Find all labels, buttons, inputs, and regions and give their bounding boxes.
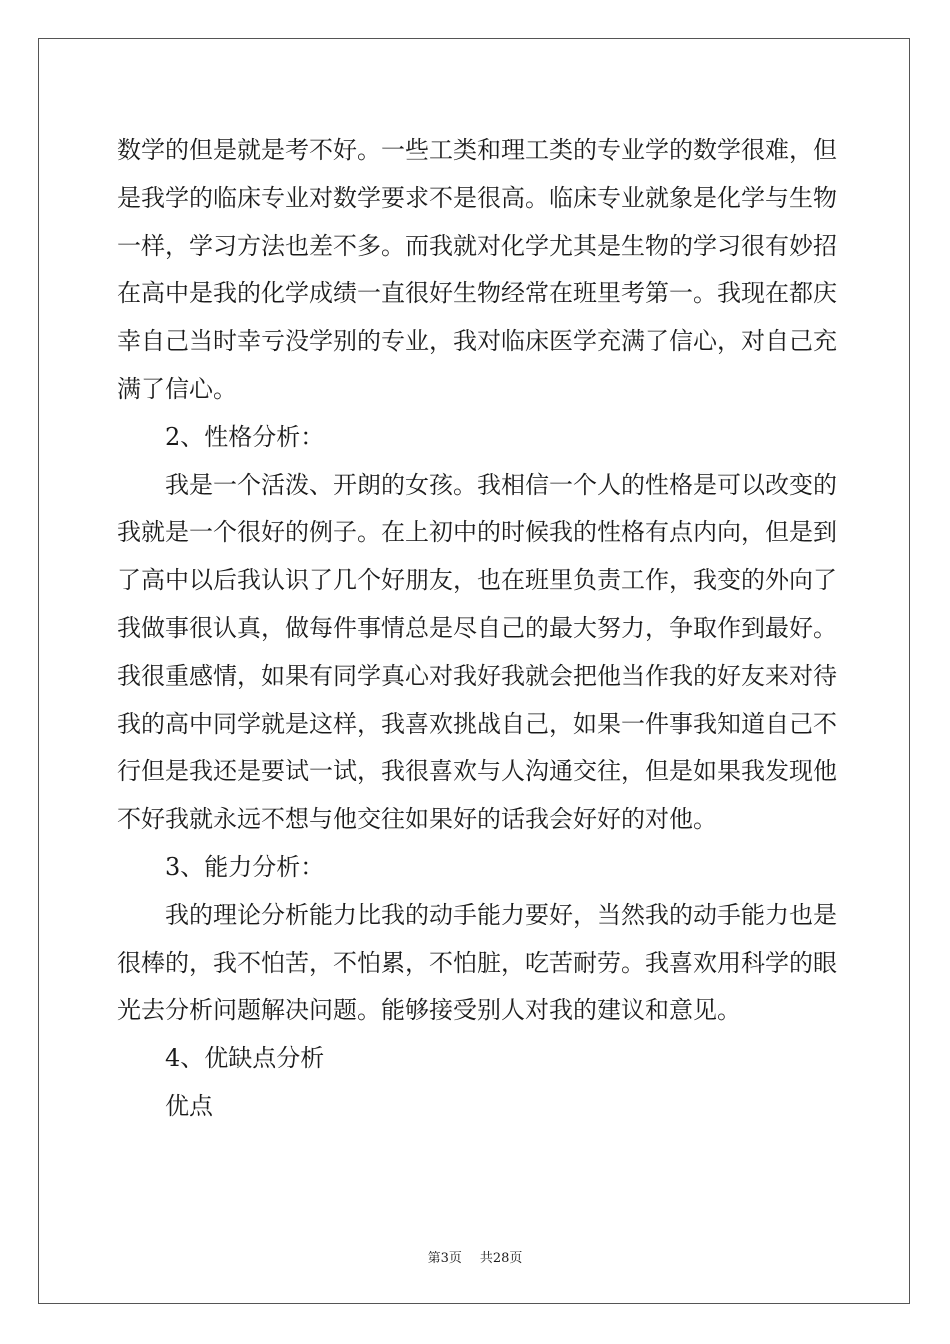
page-number: 第3页: [427, 1251, 462, 1266]
page-total: 共28页: [479, 1251, 523, 1266]
document-body: [117, 127, 837, 1131]
body-line: 幸自己当时幸亏没学别的专业，我对临床医学充满了信心，对自己充: [117, 327, 837, 356]
body-line: 我是一个活泼、开朗的女孩。我相信一个人的性格是可以改变的: [165, 470, 837, 499]
body-line: 我做事很认真，做每件事情总是尽自己的最大努力，争取作到最好。: [117, 613, 837, 642]
body-line: 是我学的临床专业对数学要求不是很高。临床专业就象是化学与生物: [117, 183, 837, 212]
subheading-strengths: 优点: [165, 1091, 213, 1120]
body-line: 在高中是我的化学成绩一直很好生物经常在班里考第一。我现在都庆: [117, 279, 837, 308]
body-line: 行但是我还是要试一试，我很喜欢与人沟通交往，但是如果我发现他: [117, 757, 837, 786]
body-line: 光去分析问题解决问题。能够接受别人对我的建议和意见。: [117, 996, 741, 1025]
body-line: 数学的但是就是考不好。一些工类和理工类的专业学的数学很难，但: [117, 136, 837, 164]
body-line: 我的高中同学就是这样，我喜欢挑战自己，如果一件事我知道自己不: [117, 709, 837, 738]
body-line: 我的理论分析能力比我的动手能力要好，当然我的动手能力也是: [165, 900, 837, 929]
page-footer: [0, 1247, 950, 1266]
section-heading-ability: 3、能力分析：: [165, 852, 325, 881]
body-line: 满了信心。: [117, 374, 237, 403]
body-line: 了高中以后我认识了几个好朋友，也在班里负责工作，我变的外向了: [117, 566, 837, 595]
body-line: 不好我就永远不想与他交往如果好的话我会好好的对他。: [117, 805, 717, 834]
body-line: 很棒的，我不怕苦，不怕累，不怕脏，吃苦耐劳。我喜欢用科学的眼: [117, 948, 837, 977]
body-line: 我就是一个很好的例子。在上初中的时候我的性格有点内向，但是到: [117, 518, 837, 547]
body-line: 我很重感情，如果有同学真心对我好我就会把他当作我的好友来对待: [117, 661, 837, 690]
section-heading-strengths-weaknesses: 4、优缺点分析: [165, 1044, 325, 1073]
body-line: 一样，学习方法也差不多。而我就对化学尤其是生物的学习很有妙招: [117, 231, 837, 260]
section-heading-personality: 2、性格分析：: [165, 422, 325, 451]
